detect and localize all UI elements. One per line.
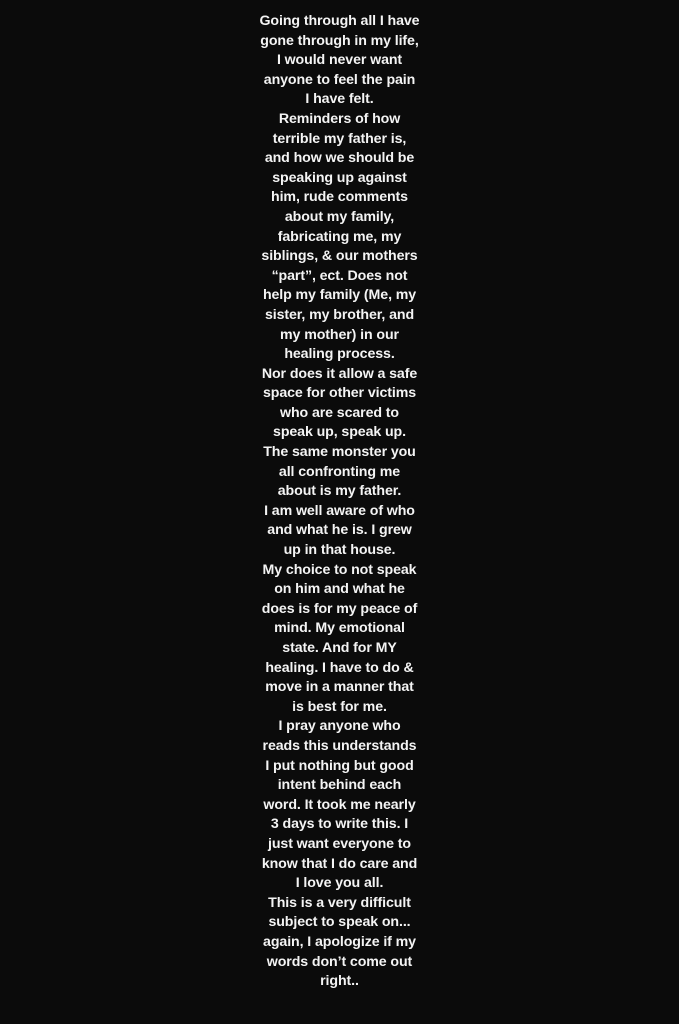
story-text-line: just want everyone to [268, 835, 411, 852]
story-text-line: terrible my father is, [272, 130, 407, 147]
story-text-line: word. It took me nearly [263, 796, 416, 813]
story-text-line: intent behind each [277, 777, 402, 794]
story-text-line: about is my father. [277, 483, 402, 500]
story-text-line: I am well aware of who [264, 502, 415, 519]
story-text-line: fabricating me, my [277, 228, 402, 245]
story-text-line: state. And for MY [282, 640, 397, 656]
story-text-line: siblings, & our mothers [261, 248, 418, 265]
story-text-line: space for other victims [262, 385, 417, 402]
story-text-line: The same monster you [263, 444, 416, 461]
story-text-line: Nor does it allow a safe [261, 365, 418, 382]
story-text-block [200, 12, 479, 992]
story-text-line: and how we should be [264, 150, 415, 167]
story-text-line: know that I do care and [261, 855, 418, 872]
story-text-line: who are scared to [280, 404, 399, 421]
story-text-line: up in that house. [283, 542, 396, 559]
story-text-line: words don’t come out [266, 953, 413, 970]
story-text-line: again, I apologize if my [263, 933, 416, 950]
story-text-line: I love you all. [295, 875, 384, 892]
story-text-line: Reminders of how [278, 110, 401, 127]
story-text-line: is best for me. [292, 698, 387, 715]
story-text-line: This is a very difficult [268, 894, 411, 911]
story-text-line: move in a manner that [265, 679, 414, 696]
story-text-line: and what he is. I grew [267, 522, 412, 539]
story-text-line: Going through all I have [259, 13, 420, 29]
story-text-line: I have felt. [305, 91, 374, 108]
story-text-line: anyone to feel the pain [263, 71, 416, 88]
story-text-line: all confronting me [278, 463, 401, 480]
story-text-line: “part”, ect. Does not [271, 267, 408, 284]
story-text-line: healing process. [284, 346, 395, 363]
story-text-line: speaking up against [272, 169, 407, 186]
story-text-line: I would never want [276, 52, 403, 69]
story-text-line: about my family, [284, 208, 395, 225]
story-text-line: My choice to not speak [262, 561, 417, 578]
story-text-line: help my family (Me, my [262, 287, 417, 304]
story-text-line: mind. My emotional [274, 620, 405, 637]
story-text-line: I put nothing but good [265, 757, 414, 774]
story-text-line: healing. I have to do & [265, 659, 414, 676]
story-text-line: on him and what he [274, 581, 405, 598]
story-text-line: I pray anyone who [278, 718, 401, 735]
story-text-line: speak up, speak up. [273, 424, 406, 441]
story-text-line: reads this understands [262, 737, 417, 754]
story-text-line: gone through in my life, [260, 32, 419, 49]
story-text-line: subject to speak on... [268, 914, 411, 931]
story-text-line: 3 days to write this. I [270, 816, 409, 833]
story-text-line: my mother) in our [280, 326, 399, 343]
story-text-line: right.. [320, 973, 359, 990]
story-text-line: does is for my peace of [261, 600, 418, 617]
story-text-line: sister, my brother, and [264, 306, 415, 323]
story-text-line: him, rude comments [271, 189, 408, 206]
